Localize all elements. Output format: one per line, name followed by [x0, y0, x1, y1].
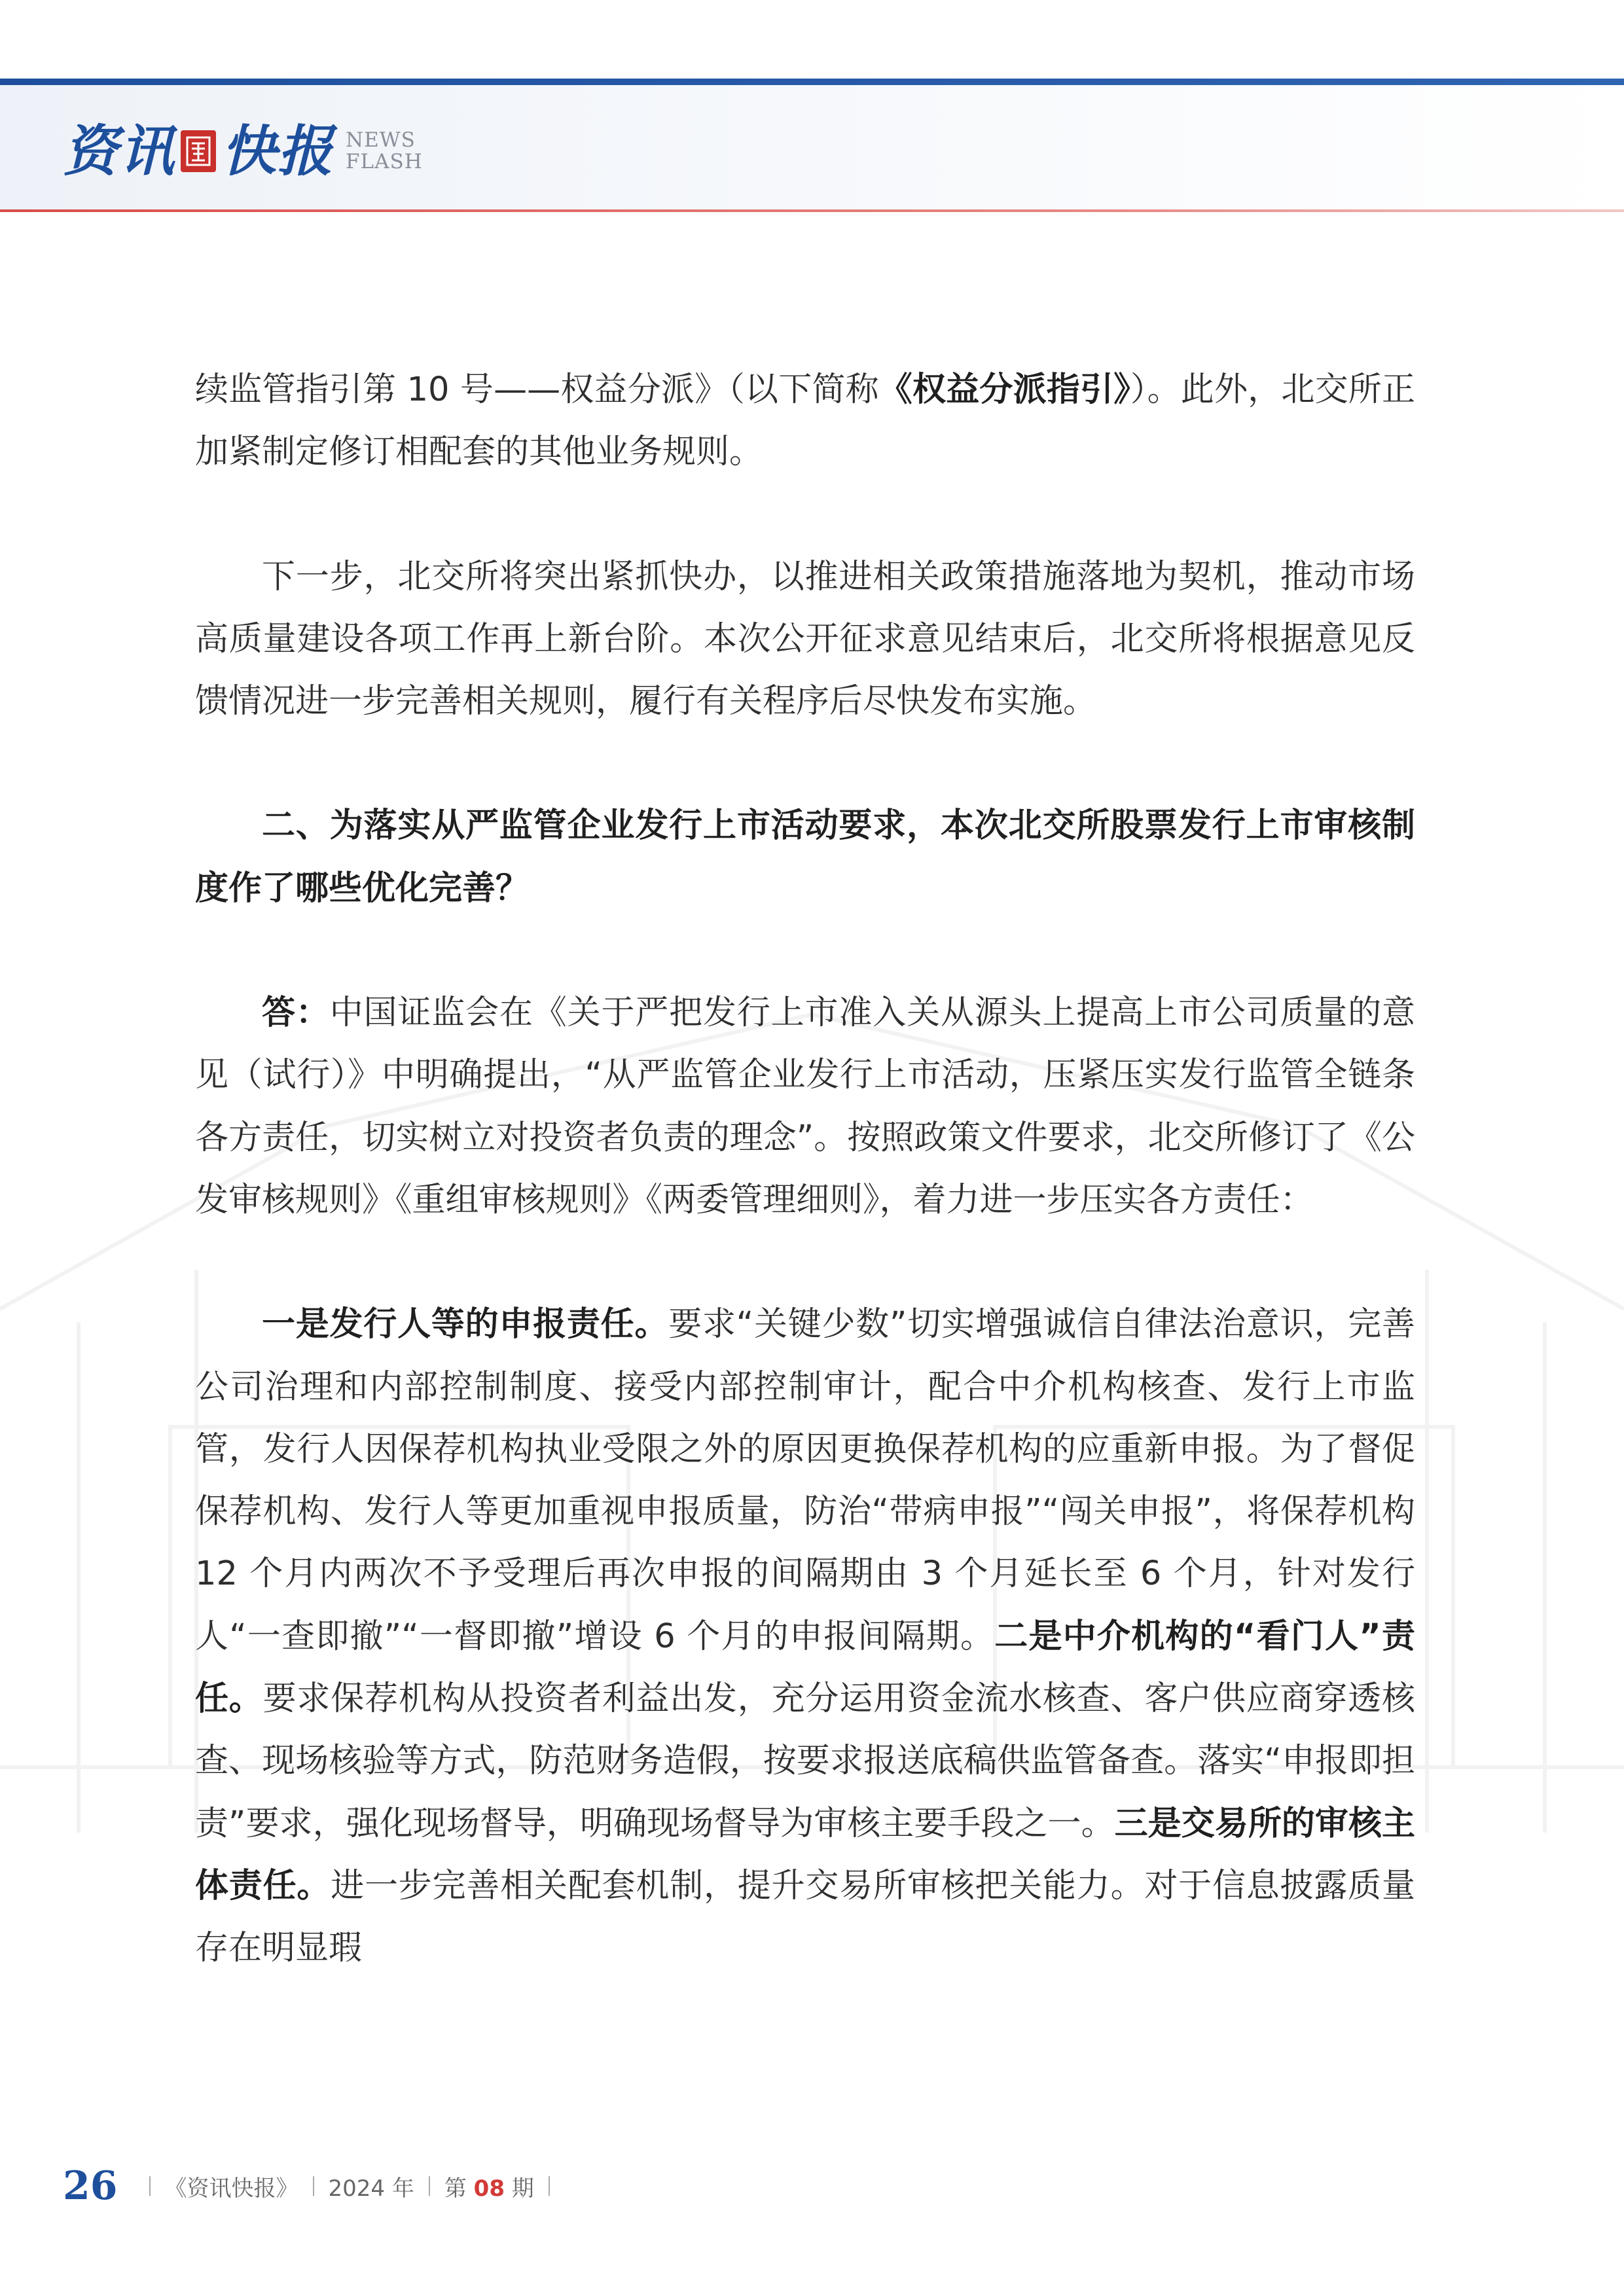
bold-term: 《权益分派指引》 — [878, 370, 1130, 409]
heading-text: 二、为落实从严监管企业发行上市活动要求，本次北交所股票发行上市审核制度作了哪些优化完善？ — [195, 806, 1415, 908]
paragraph-continuation — [195, 359, 1415, 484]
paragraph-answer — [195, 982, 1415, 1231]
issue-prefix: 第 — [444, 2175, 467, 2202]
masthead-english — [346, 130, 423, 172]
text-run: 续监管指引第 10 号——权益分派》（以下简称 — [195, 370, 879, 409]
masthead-title-part1: 资讯 — [63, 118, 176, 183]
answer-text: 中国证监会在《关于严把发行上市准入关从源头上提高上市公司质量的意见（试行）》中明确提出，“从严监管企业发行上市活动，压紧压实发行监管全链条各方责任，切实树立对投资者负责的理念”。按照政策文件要求，北交所修订了《公发审核规则》《重组审核规则》《两委管理细则》，着力进一步压实各方责任： — [195, 994, 1415, 1219]
footer-year: 2024 年 — [328, 2175, 414, 2202]
point1-text: 要求“关键少数”切实增强诚信自律法治意识，完善公司治理和内部控制制度、接受内部控制审计，配合中介机构核查、发行上市监管，发行人因保荐机构执业受限之外的原因更换保荐机构的应重新申报。为了督促保荐机构、发行人等更加重视申报质量，防治“带病申报”“闯关申报”，将保荐机构 12 个月内两次不予受理后再次申报的间隔期由 3 个月延长至 6 个月，针对发行人“一查即撤”“一督即撤”增设 6 个月的申报间隔期。 — [195, 1305, 1415, 1656]
answer-label: 答： — [262, 994, 330, 1033]
issue-number: 08 — [473, 2175, 505, 2202]
footer-divider — [149, 2176, 151, 2196]
point3-title: 三是交易所的审核主体责任。 — [195, 1804, 1415, 1905]
footer-divider — [549, 2176, 550, 2196]
paragraph-next-step: 下一步，北交所将突出紧抓快办，以推进相关政策措施落地为契机，推动市场高质量建设各项工作再上新台阶。本次公开征求意见结束后，北交所将根据意见反馈情况进一步完善相关规则，履行有关程序后尽快发布实施。 — [195, 557, 1415, 721]
masthead-english-line2: FLASH — [346, 150, 423, 173]
section-heading-2 — [195, 795, 1415, 920]
masthead-title-part2: 快报 — [221, 118, 334, 183]
masthead-english-line1: NEWS — [346, 128, 416, 152]
footer-issue — [444, 2170, 534, 2202]
seal-icon — [181, 130, 216, 172]
paragraph-responsibilities — [195, 1293, 1415, 1979]
header-bottom-rule — [0, 209, 1624, 212]
text-run: ）。此外，北交所正加紧制定修订相配套的其他业务规则。 — [195, 370, 1415, 472]
point1-title: 一是发行人等的申报责任。 — [262, 1305, 669, 1344]
page-number: 26 — [63, 2163, 118, 2209]
masthead-logo — [63, 115, 423, 187]
footer-publication: 《资讯快报》 — [164, 2175, 298, 2202]
point3-text: 进一步完善相关配套机制，提升交易所审核把关能力。对于信息披露质量存在明显瑕 — [195, 1866, 1415, 1968]
seal-glyph — [185, 135, 211, 167]
article-body — [195, 359, 1415, 1980]
point2-title: 二是中介机构的“看门人”责任。 — [195, 1617, 1415, 1719]
footer-divider — [429, 2176, 430, 2196]
point2-text: 要求保荐机构从投资者利益出发，充分运用资金流水核查、客户供应商穿透核查、现场核验等方式，防范财务造假，按要求报送底稿供监管备查。落实“申报即担责”要求，强化现场督导，明确现场督导为审核主要手段之一。 — [195, 1679, 1415, 1843]
page-footer — [63, 2160, 564, 2212]
footer-divider — [313, 2176, 314, 2196]
issue-suffix: 期 — [511, 2175, 534, 2202]
